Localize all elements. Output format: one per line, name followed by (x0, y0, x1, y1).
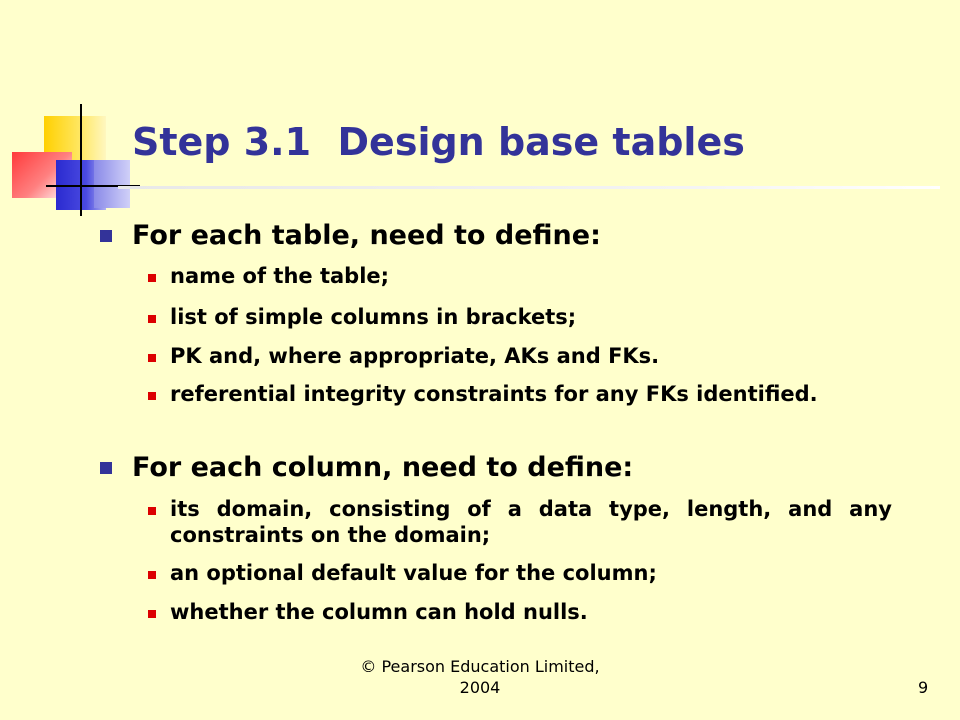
list-item-text: referential integrity constraints for any FKs identified. (170, 382, 818, 406)
list-item-text: PK and, where appropriate, AKs and FKs. (170, 344, 660, 368)
section-heading-columns (100, 450, 633, 486)
square-bullet-icon (148, 392, 156, 400)
square-bullet-icon (148, 274, 156, 282)
vertical-line (80, 104, 82, 216)
square-bullet-icon (100, 462, 112, 474)
list-item (148, 560, 892, 586)
square-bullet-icon (148, 315, 156, 323)
copyright-footer (350, 656, 610, 698)
lavender-square-shape (94, 160, 130, 208)
list-item (148, 304, 892, 330)
list-item (148, 381, 892, 407)
list-item-text: list of simple columns in brackets; (170, 305, 577, 329)
copyright-line: © Pearson Education Limited, (360, 657, 600, 676)
square-bullet-icon (148, 571, 156, 579)
list-item (148, 599, 892, 625)
slide-title: Step 3.1 Design base tables (132, 120, 745, 164)
square-bullet-icon (148, 354, 156, 362)
list-item-text: name of the table; (170, 264, 390, 288)
square-bullet-icon (148, 507, 156, 515)
title-underline (118, 186, 940, 189)
list-item (148, 496, 892, 548)
list-item (148, 343, 892, 369)
section-heading-text: For each table, need to define: (132, 220, 601, 251)
square-bullet-icon (100, 230, 112, 242)
list-item-text: whether the column can hold nulls. (170, 600, 588, 624)
list-item-text: its domain, consisting of a data type, length, and any constraints on the domain; (170, 497, 892, 547)
list-item (148, 263, 892, 289)
section-heading-tables (100, 218, 601, 254)
list-item-text: an optional default value for the column; (170, 561, 657, 585)
page-number: 9 (918, 678, 929, 697)
square-bullet-icon (148, 610, 156, 618)
section-heading-text: For each column, need to define: (132, 452, 634, 483)
copyright-year: 2004 (459, 678, 501, 697)
